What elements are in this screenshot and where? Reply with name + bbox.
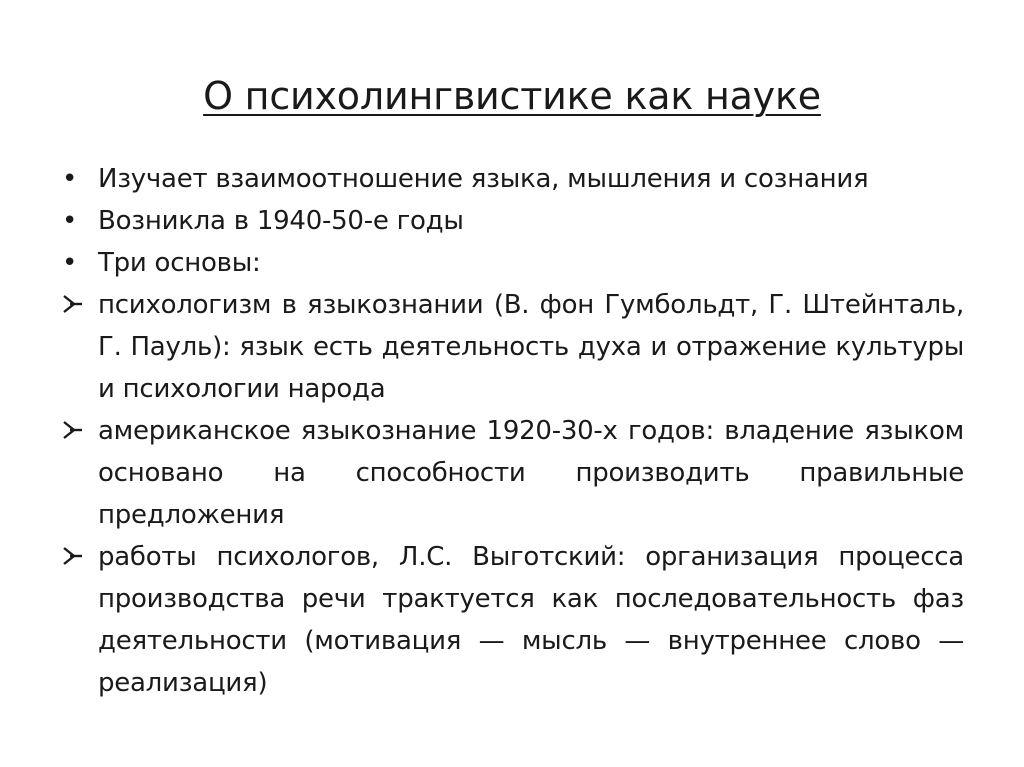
arrow-text: работы психологов, Л.С. Выготский: организация процесса производства речи трактуется как последовательность фаз деятельности (мотивация — мысль — внутреннее слово — реализация): [98, 542, 964, 698]
bullet-icon: •: [62, 206, 78, 236]
arrow-check-icon: [56, 536, 98, 578]
arrow-item: [56, 284, 964, 410]
arrow-check-icon: [56, 284, 98, 326]
slide-content: [56, 158, 964, 704]
arrow-item: [56, 410, 964, 536]
bullet-icon: •: [62, 164, 78, 194]
slide-title: О психолингвистике как науке: [203, 74, 821, 118]
arrow-text: психологизм в языкознании (В. фон Гумбольдт, Г. Штейнталь, Г. Пауль): язык есть деятельность духа и отражение культуры и психологии народа: [98, 290, 964, 404]
bullet-item: [56, 242, 964, 284]
bullet-text: Изучает взаимоотношение языка, мышления и сознания: [98, 164, 869, 194]
arrow-item: [56, 536, 964, 704]
bullet-item: [56, 158, 964, 200]
bullet-icon: •: [62, 248, 78, 278]
arrow-text: американское языкознание 1920-30-х годов: владение языком основано на способности производить правильные предложения: [98, 416, 964, 530]
bullet-text: Три основы:: [98, 248, 261, 278]
bullet-text: Возникла в 1940-50-е годы: [98, 206, 464, 236]
bullet-item: [56, 200, 964, 242]
arrow-check-icon: [56, 410, 98, 452]
